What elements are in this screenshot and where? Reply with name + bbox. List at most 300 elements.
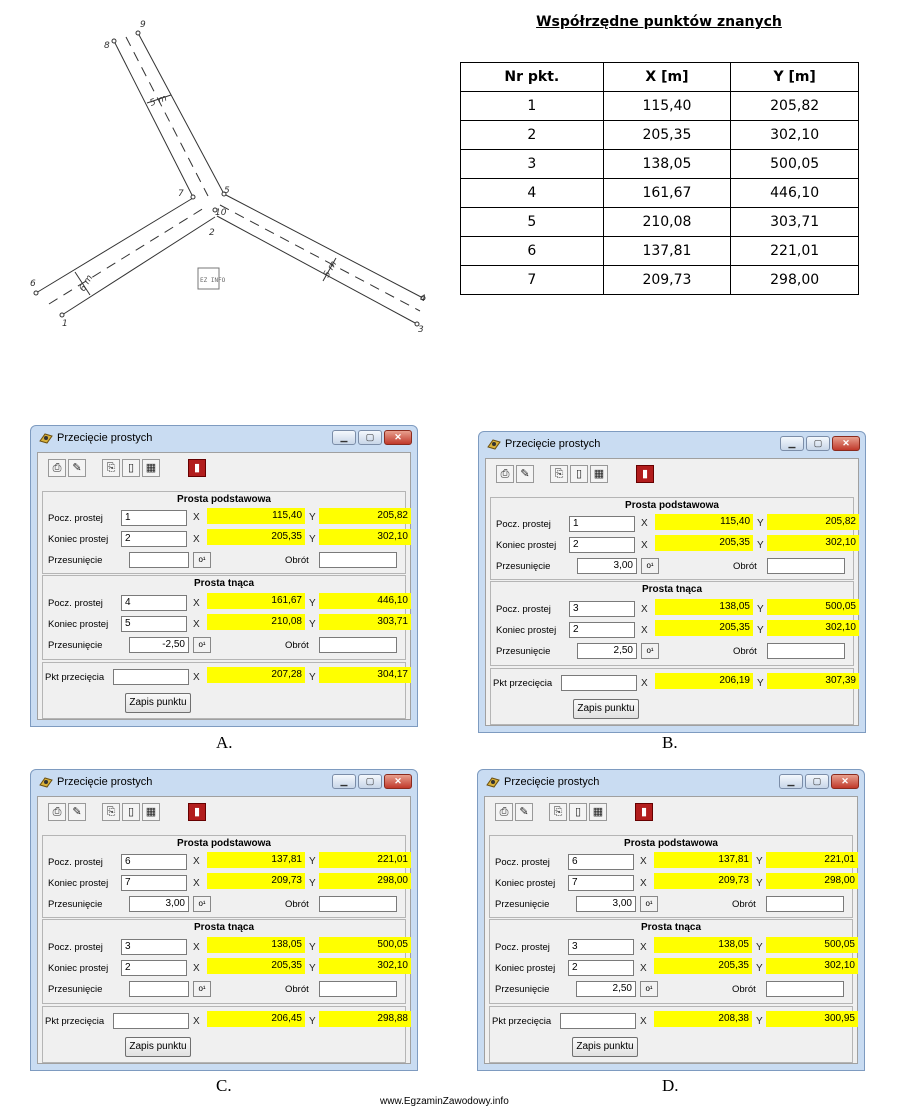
start-label: Pocz. prostej [496, 519, 551, 530]
axis-x-label: X [641, 678, 648, 689]
shift-label: Przesunięcie [48, 984, 103, 995]
cut-end-y: 302,10 [766, 958, 858, 974]
minimize-button[interactable]: ▁ [780, 436, 804, 451]
base-shift-input[interactable]: 3,00 [576, 896, 636, 912]
base-start-y: 205,82 [767, 514, 859, 530]
print-icon[interactable]: ⎙ [496, 465, 514, 483]
section-title-base: Prosta podstawowa [177, 494, 271, 505]
cut-rotation-input[interactable] [319, 637, 397, 653]
table-cell: 161,67 [603, 179, 731, 208]
shift-label: Przesunięcie [495, 899, 550, 910]
copy-icon[interactable]: ⎘ [550, 465, 568, 483]
base-start-input[interactable]: 6 [568, 854, 634, 870]
app-icon [487, 437, 501, 451]
dialog-window-option-4 [477, 769, 865, 1071]
start-label: Pocz. prostej [495, 942, 550, 953]
axis-x-label: X [640, 1016, 647, 1027]
point-label: 4 [420, 294, 426, 304]
point-label: 9 [140, 20, 146, 30]
base-end-x: 205,35 [655, 535, 753, 551]
save-point-button[interactable]: Zapis punktu [572, 1037, 638, 1057]
rotation-label: Obrót [733, 561, 757, 572]
table-cell: 205,82 [731, 92, 859, 121]
base-rotation-input[interactable] [766, 896, 844, 912]
cut-start-x: 161,67 [207, 593, 305, 609]
section-title-base: Prosta podstawowa [624, 838, 718, 849]
shift-tool-icon[interactable]: o¹ [193, 552, 211, 568]
result-group [42, 662, 406, 719]
width-label: 5 m [321, 259, 340, 280]
watermark-text: EZ INFO [200, 277, 226, 284]
base-start-x: 115,40 [207, 508, 305, 524]
intersection-label: Pkt przecięcia [45, 1016, 105, 1027]
dialog-window-option-2 [478, 431, 866, 733]
road-diagram [20, 10, 440, 340]
minimize-button[interactable]: ▁ [332, 430, 356, 445]
table-title: Współrzędne punktów znanych [536, 14, 782, 30]
dialog-window-option-3 [30, 769, 418, 1071]
base-start-x: 137,81 [654, 852, 752, 868]
cut-start-input[interactable]: 3 [121, 939, 187, 955]
cut-start-x: 138,05 [207, 937, 305, 953]
end-label: Koniec prostej [495, 878, 556, 889]
minimize-button[interactable]: ▁ [332, 774, 356, 789]
axis-y-label: Y [757, 678, 764, 689]
table-cell: 1 [461, 92, 604, 121]
minimize-button[interactable]: ▁ [779, 774, 803, 789]
save-point-button[interactable]: Zapis punktu [573, 699, 639, 719]
axis-y-label: Y [757, 518, 764, 529]
window-title: Przecięcie prostych [505, 438, 601, 450]
pencil-icon[interactable]: ✎ [68, 459, 86, 477]
dialog-window-option-1 [30, 425, 418, 727]
client-area [484, 796, 858, 1064]
intersection-label: Pkt przecięcia [493, 678, 553, 689]
shift-label: Przesunięcie [496, 646, 551, 657]
page-icon[interactable]: ▯ [122, 803, 140, 821]
shift-label: Przesunięcie [495, 984, 550, 995]
base-line-group [42, 835, 406, 918]
save-point-button[interactable]: Zapis punktu [125, 693, 191, 713]
axis-y-label: Y [309, 942, 316, 953]
table-row [461, 150, 859, 179]
watermark-logo [198, 268, 226, 289]
cut-start-input[interactable]: 4 [121, 595, 187, 611]
result-group [490, 668, 854, 725]
axis-x-label: X [193, 512, 200, 523]
title-bar[interactable] [479, 432, 865, 458]
window-title: Przecięcie prostych [57, 776, 153, 788]
rotation-label: Obrót [285, 899, 309, 910]
cut-line-group [490, 581, 854, 666]
base-end-input[interactable]: 7 [568, 875, 634, 891]
point-label: 2 [209, 228, 215, 238]
table-row [461, 237, 859, 266]
base-shift-input[interactable]: 3,00 [129, 896, 189, 912]
cut-start-y: 500,05 [319, 937, 411, 953]
start-label: Pocz. prostej [495, 857, 550, 868]
axis-x-label: X [193, 942, 200, 953]
axis-x-label: X [641, 604, 648, 615]
page-icon[interactable]: ▯ [570, 465, 588, 483]
cut-start-input[interactable]: 3 [568, 939, 634, 955]
axis-y-label: Y [309, 672, 316, 683]
cut-rotation-input[interactable] [767, 643, 845, 659]
close-button[interactable]: ✕ [384, 430, 412, 445]
header-cell: X [m] [603, 63, 731, 92]
end-label: Koniec prostej [495, 963, 556, 974]
axis-x-label: X [640, 942, 647, 953]
start-label: Pocz. prostej [48, 857, 103, 868]
axis-x-label: X [193, 1016, 200, 1027]
table-cell: 298,00 [731, 266, 859, 295]
intersection-point-input[interactable] [113, 1013, 189, 1029]
header-cell: Nr pkt. [461, 63, 604, 92]
cut-end-y: 302,10 [767, 620, 859, 636]
base-line-group [490, 497, 854, 580]
axis-x-label: X [640, 963, 647, 974]
base-start-input[interactable]: 6 [121, 854, 187, 870]
table-row [461, 121, 859, 150]
point-label: 7 [178, 189, 184, 199]
section-title-cut: Prosta tnąca [193, 578, 255, 589]
width-label: 6 m [77, 273, 96, 294]
base-end-y: 302,10 [319, 529, 411, 545]
print-icon[interactable]: ⎙ [48, 803, 66, 821]
base-end-y: 298,00 [319, 873, 411, 889]
table-cell: 7 [461, 266, 604, 295]
result-x: 208,38 [654, 1011, 752, 1027]
axis-y-label: Y [756, 1016, 763, 1027]
start-label: Pocz. prostej [496, 604, 551, 615]
start-label: Pocz. prostej [48, 598, 103, 609]
cut-shift-input[interactable]: -2,50 [129, 637, 189, 653]
base-end-x: 209,73 [207, 873, 305, 889]
axis-y-label: Y [309, 963, 316, 974]
base-start-y: 205,82 [319, 508, 411, 524]
base-line-group [489, 835, 853, 918]
end-label: Koniec prostej [48, 619, 109, 630]
copy-icon[interactable]: ⎘ [549, 803, 567, 821]
cut-line-group [42, 919, 406, 1004]
cut-start-y: 446,10 [319, 593, 411, 609]
axis-x-label: X [641, 518, 648, 529]
result-x: 206,19 [655, 673, 753, 689]
exit-icon[interactable]: ▮ [188, 459, 206, 477]
base-end-input[interactable]: 7 [121, 875, 187, 891]
table-cell: 4 [461, 179, 604, 208]
end-label: Koniec prostej [48, 534, 109, 545]
axis-x-label: X [193, 672, 200, 683]
cut-start-input[interactable]: 3 [569, 601, 635, 617]
section-title-base: Prosta podstawowa [177, 838, 271, 849]
cut-line-group [42, 575, 406, 660]
exit-icon[interactable]: ▮ [635, 803, 653, 821]
calculator-icon[interactable]: ▦ [142, 459, 160, 477]
base-start-y: 221,01 [319, 852, 411, 868]
app-icon [486, 775, 500, 789]
intersection-point-input[interactable] [560, 1013, 636, 1029]
base-shift-input[interactable] [129, 552, 189, 568]
cut-end-y: 302,10 [319, 958, 411, 974]
table-row [461, 266, 859, 295]
pencil-icon[interactable]: ✎ [516, 465, 534, 483]
table-cell: 5 [461, 208, 604, 237]
rotation-label: Obrót [732, 984, 756, 995]
table-header-row [461, 63, 859, 92]
base-start-input[interactable]: 1 [121, 510, 187, 526]
axis-y-label: Y [756, 878, 763, 889]
cut-shift-input[interactable]: 2,50 [577, 643, 637, 659]
exit-icon[interactable]: ▮ [636, 465, 654, 483]
base-end-input[interactable]: 2 [121, 531, 187, 547]
maximize-button[interactable]: ▢ [358, 430, 382, 445]
cut-end-y: 303,71 [319, 614, 411, 630]
cut-end-input[interactable]: 2 [569, 622, 635, 638]
section-title-base: Prosta podstawowa [625, 500, 719, 511]
cut-end-x: 205,35 [207, 958, 305, 974]
app-icon [39, 775, 53, 789]
client-area [37, 796, 411, 1064]
point-label: 5 [224, 186, 230, 196]
point-label: 1 [62, 319, 68, 329]
option-label: B. [662, 733, 678, 752]
result-x: 206,45 [207, 1011, 305, 1027]
point-marker [34, 291, 38, 295]
width-label: 5 m [148, 93, 169, 109]
table-cell: 221,01 [731, 237, 859, 266]
copy-icon[interactable]: ⎘ [102, 803, 120, 821]
table-cell: 210,08 [603, 208, 731, 237]
point-marker [60, 313, 64, 317]
table-cell: 6 [461, 237, 604, 266]
close-button[interactable]: ✕ [384, 774, 412, 789]
cut-start-x: 138,05 [655, 599, 753, 615]
copy-icon[interactable]: ⎘ [102, 459, 120, 477]
shift-label: Przesunięcie [48, 555, 103, 566]
end-label: Koniec prostej [496, 625, 557, 636]
base-start-y: 221,01 [766, 852, 858, 868]
start-label: Pocz. prostej [48, 513, 103, 524]
intersection-label: Pkt przecięcia [492, 1016, 552, 1027]
base-end-y: 298,00 [766, 873, 858, 889]
app-icon [39, 431, 53, 445]
cut-rotation-input[interactable] [766, 981, 844, 997]
calculator-icon[interactable]: ▦ [142, 803, 160, 821]
axis-x-label: X [640, 856, 647, 867]
cut-start-y: 500,05 [767, 599, 859, 615]
point-label: 8 [104, 41, 110, 51]
shift-tool-icon[interactable]: o¹ [640, 981, 658, 997]
cut-start-y: 500,05 [766, 937, 858, 953]
result-y: 307,39 [767, 673, 859, 689]
axis-y-label: Y [309, 598, 316, 609]
axis-y-label: Y [309, 878, 316, 889]
maximize-button[interactable]: ▢ [806, 436, 830, 451]
title-bar[interactable] [478, 770, 864, 796]
intersection-point-input[interactable] [561, 675, 637, 691]
client-area [485, 458, 859, 726]
shift-tool-icon[interactable]: o¹ [193, 981, 211, 997]
result-x: 207,28 [207, 667, 305, 683]
maximize-button[interactable]: ▢ [805, 774, 829, 789]
axis-x-label: X [193, 878, 200, 889]
end-label: Koniec prostej [48, 963, 109, 974]
axis-y-label: Y [756, 963, 763, 974]
footer-url: www.EgzaminZawodowy.info [380, 1096, 509, 1107]
point-label: 3 [418, 325, 424, 335]
page-icon[interactable]: ▯ [122, 459, 140, 477]
axis-y-label: Y [309, 1016, 316, 1027]
axis-x-label: X [193, 963, 200, 974]
table-cell: 3 [461, 150, 604, 179]
window-title: Przecięcie prostych [57, 432, 153, 444]
rotation-label: Obrót [285, 984, 309, 995]
table-cell: 500,05 [731, 150, 859, 179]
shift-tool-icon[interactable]: o¹ [193, 637, 211, 653]
axis-y-label: Y [309, 856, 316, 867]
section-title-cut: Prosta tnąca [193, 922, 255, 933]
shift-tool-icon[interactable]: o¹ [193, 896, 211, 912]
base-start-x: 115,40 [655, 514, 753, 530]
coordinates-table [460, 62, 859, 295]
section-title-cut: Prosta tnąca [641, 584, 703, 595]
base-end-x: 205,35 [207, 529, 305, 545]
option-label: D. [662, 1076, 679, 1095]
axis-y-label: Y [757, 625, 764, 636]
base-end-x: 209,73 [654, 873, 752, 889]
table-cell: 138,05 [603, 150, 731, 179]
pencil-icon[interactable]: ✎ [515, 803, 533, 821]
axis-x-label: X [193, 856, 200, 867]
shift-label: Przesunięcie [496, 561, 551, 572]
calculator-icon[interactable]: ▦ [589, 803, 607, 821]
shift-tool-icon[interactable]: o¹ [640, 896, 658, 912]
result-y: 304,17 [319, 667, 411, 683]
axis-y-label: Y [309, 619, 316, 630]
base-rotation-input[interactable] [319, 896, 397, 912]
point-marker [136, 31, 140, 35]
rotation-label: Obrót [285, 640, 309, 651]
option-label: A. [216, 733, 233, 752]
cut-line-group [489, 919, 853, 1004]
axis-y-label: Y [756, 942, 763, 953]
cut-end-input[interactable]: 2 [568, 960, 634, 976]
base-end-input[interactable]: 2 [569, 537, 635, 553]
base-rotation-input[interactable] [319, 552, 397, 568]
save-point-button[interactable]: Zapis punktu [125, 1037, 191, 1057]
title-bar[interactable] [31, 426, 417, 452]
calculator-icon[interactable]: ▦ [590, 465, 608, 483]
close-button[interactable]: ✕ [832, 436, 860, 451]
maximize-button[interactable]: ▢ [358, 774, 382, 789]
result-group [489, 1006, 853, 1063]
page-icon[interactable]: ▯ [569, 803, 587, 821]
end-label: Koniec prostej [496, 540, 557, 551]
base-shift-input[interactable]: 3,00 [577, 558, 637, 574]
cut-end-x: 205,35 [654, 958, 752, 974]
table-cell: 302,10 [731, 121, 859, 150]
intersection-label: Pkt przecięcia [45, 672, 105, 683]
axis-y-label: Y [757, 540, 764, 551]
axis-y-label: Y [756, 856, 763, 867]
pencil-icon[interactable]: ✎ [68, 803, 86, 821]
start-label: Pocz. prostej [48, 942, 103, 953]
shift-label: Przesunięcie [48, 899, 103, 910]
point-marker [112, 39, 116, 43]
rotation-label: Obrót [285, 555, 309, 566]
exit-icon[interactable]: ▮ [188, 803, 206, 821]
axis-x-label: X [640, 878, 647, 889]
axis-x-label: X [193, 534, 200, 545]
base-rotation-input[interactable] [767, 558, 845, 574]
point-label: 10 [215, 208, 227, 218]
cut-rotation-input[interactable] [319, 981, 397, 997]
axis-x-label: X [641, 540, 648, 551]
table-cell: 303,71 [731, 208, 859, 237]
cut-shift-input[interactable]: 2,50 [576, 981, 636, 997]
option-label: C. [216, 1076, 232, 1095]
client-area [37, 452, 411, 720]
table-cell: 446,10 [731, 179, 859, 208]
result-y: 298,88 [319, 1011, 411, 1027]
table-cell: 2 [461, 121, 604, 150]
table-row [461, 179, 859, 208]
title-bar[interactable] [31, 770, 417, 796]
cut-end-input[interactable]: 5 [121, 616, 187, 632]
table-cell: 209,73 [603, 266, 731, 295]
table-cell: 205,35 [603, 121, 731, 150]
print-icon[interactable]: ⎙ [495, 803, 513, 821]
close-button[interactable]: ✕ [831, 774, 859, 789]
shift-label: Przesunięcie [48, 640, 103, 651]
cut-end-x: 210,08 [207, 614, 305, 630]
table-row [461, 92, 859, 121]
result-group [42, 1006, 406, 1063]
cut-end-x: 205,35 [655, 620, 753, 636]
cut-start-x: 138,05 [654, 937, 752, 953]
axis-y-label: Y [309, 534, 316, 545]
axis-x-label: X [193, 619, 200, 630]
base-line-group [42, 491, 406, 574]
rotation-label: Obrót [732, 899, 756, 910]
base-start-x: 137,81 [207, 852, 305, 868]
rotation-label: Obrót [733, 646, 757, 657]
section-title-cut: Prosta tnąca [640, 922, 702, 933]
axis-y-label: Y [757, 604, 764, 615]
point-label: 6 [30, 279, 36, 289]
window-title: Przecięcie prostych [504, 776, 600, 788]
table-cell: 137,81 [603, 237, 731, 266]
axis-x-label: X [193, 598, 200, 609]
shift-tool-icon[interactable]: o¹ [641, 558, 659, 574]
intersection-point-input[interactable] [113, 669, 189, 685]
header-cell: Y [m] [731, 63, 859, 92]
axis-y-label: Y [309, 512, 316, 523]
print-icon[interactable]: ⎙ [48, 459, 66, 477]
base-end-y: 302,10 [767, 535, 859, 551]
cut-end-input[interactable]: 2 [121, 960, 187, 976]
point-marker [191, 195, 195, 199]
base-start-input[interactable]: 1 [569, 516, 635, 532]
cut-shift-input[interactable] [129, 981, 189, 997]
end-label: Koniec prostej [48, 878, 109, 889]
axis-x-label: X [641, 625, 648, 636]
shift-tool-icon[interactable]: o¹ [641, 643, 659, 659]
table-cell: 115,40 [603, 92, 731, 121]
result-y: 300,95 [766, 1011, 858, 1027]
table-row [461, 208, 859, 237]
